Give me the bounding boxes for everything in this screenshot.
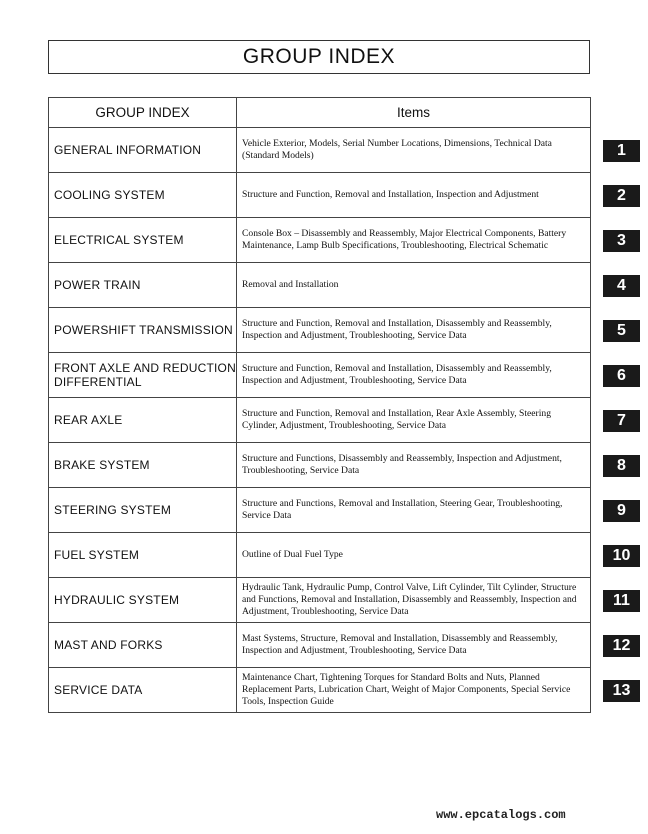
- table-row[interactable]: [49, 353, 591, 398]
- footer-url[interactable]: www.epcatalogs.com: [436, 808, 566, 822]
- section-tab-3[interactable]: 3: [603, 230, 640, 252]
- group-name: FUEL SYSTEM: [49, 533, 237, 578]
- group-name: FRONT AXLE AND REDUCTION DIFFERENTIAL: [49, 353, 237, 398]
- section-tab-8[interactable]: 8: [603, 455, 640, 477]
- section-tab-10[interactable]: 10: [603, 545, 640, 567]
- table-row[interactable]: [49, 578, 591, 623]
- group-items: Outline of Dual Fuel Type: [237, 533, 591, 578]
- table-row[interactable]: [49, 128, 591, 173]
- group-name: REAR AXLE: [49, 398, 237, 443]
- section-tab-7[interactable]: 7: [603, 410, 640, 432]
- group-name: STEERING SYSTEM: [49, 488, 237, 533]
- table-row[interactable]: [49, 398, 591, 443]
- group-items: Structure and Function, Removal and Installation, Disassembly and Reassembly, Inspection and Adjustment, Troubleshooting, Service Data: [237, 308, 591, 353]
- group-name: GENERAL INFORMATION: [49, 128, 237, 173]
- table-row[interactable]: [49, 443, 591, 488]
- section-tab-12[interactable]: 12: [603, 635, 640, 657]
- group-items: Maintenance Chart, Tightening Torques for Standard Bolts and Nuts, Planned Replacement Parts, Lubrication Chart, Weight of Major Components, Special Service Tools, Inspection Guide: [237, 668, 591, 713]
- table-row[interactable]: [49, 668, 591, 713]
- section-tab-2[interactable]: 2: [603, 185, 640, 207]
- section-tab-1[interactable]: 1: [603, 140, 640, 162]
- table-row[interactable]: [49, 533, 591, 578]
- group-items: Structure and Functions, Disassembly and Reassembly, Inspection and Adjustment, Troubleshooting, Service Data: [237, 443, 591, 488]
- group-name: ELECTRICAL SYSTEM: [49, 218, 237, 263]
- header-items: Items: [237, 98, 591, 128]
- page-title: GROUP INDEX: [48, 40, 590, 74]
- group-items: Vehicle Exterior, Models, Serial Number Locations, Dimensions, Technical Data (Standard Models): [237, 128, 591, 173]
- section-tab-11[interactable]: 11: [603, 590, 640, 612]
- group-index-table: [48, 97, 591, 713]
- group-items: Structure and Function, Removal and Installation, Inspection and Adjustment: [237, 173, 591, 218]
- table-header-row: [49, 98, 591, 128]
- group-name: COOLING SYSTEM: [49, 173, 237, 218]
- group-items: Structure and Function, Removal and Installation, Rear Axle Assembly, Steering Cylinder, Adjustment, Troubleshooting, Service Data: [237, 398, 591, 443]
- section-tab-4[interactable]: 4: [603, 275, 640, 297]
- group-name: POWER TRAIN: [49, 263, 237, 308]
- group-name: POWERSHIFT TRANSMISSION: [49, 308, 237, 353]
- table-row[interactable]: [49, 173, 591, 218]
- table-row[interactable]: [49, 308, 591, 353]
- group-items: Structure and Functions, Removal and Installation, Steering Gear, Troubleshooting, Service Data: [237, 488, 591, 533]
- group-items: Mast Systems, Structure, Removal and Installation, Disassembly and Reassembly, Inspection and Adjustment, Troubleshooting, Service Data: [237, 623, 591, 668]
- group-name: HYDRAULIC SYSTEM: [49, 578, 237, 623]
- section-tab-6[interactable]: 6: [603, 365, 640, 387]
- group-items: Hydraulic Tank, Hydraulic Pump, Control Valve, Lift Cylinder, Tilt Cylinder, Structure and Functions, Removal and Installation, Disassembly and Reassembly, Inspection and Adjustment, Troubleshooting, Service Data: [237, 578, 591, 623]
- table-row[interactable]: [49, 488, 591, 533]
- table-row[interactable]: [49, 218, 591, 263]
- group-items: Console Box – Disassembly and Reassembly, Major Electrical Components, Battery Maintenance, Lamp Bulb Specifications, Troubleshooting, Electrical Schematic: [237, 218, 591, 263]
- group-items: Removal and Installation: [237, 263, 591, 308]
- group-name: BRAKE SYSTEM: [49, 443, 237, 488]
- table-row[interactable]: [49, 623, 591, 668]
- section-tab-9[interactable]: 9: [603, 500, 640, 522]
- section-tab-13[interactable]: 13: [603, 680, 640, 702]
- table-row[interactable]: [49, 263, 591, 308]
- group-items: Structure and Function, Removal and Installation, Disassembly and Reassembly, Inspection and Adjustment, Troubleshooting, Service Data: [237, 353, 591, 398]
- group-name: MAST AND FORKS: [49, 623, 237, 668]
- group-name: SERVICE DATA: [49, 668, 237, 713]
- header-group-index: GROUP INDEX: [49, 98, 237, 128]
- section-tab-5[interactable]: 5: [603, 320, 640, 342]
